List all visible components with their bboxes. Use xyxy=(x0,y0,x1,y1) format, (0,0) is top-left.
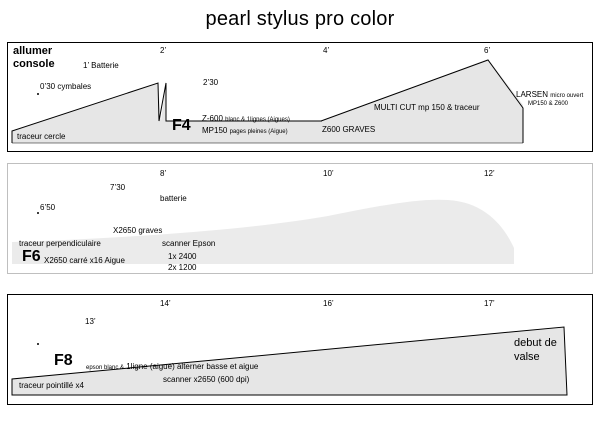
epson-cue: epson blanc & 1ligne (aigue) alterner basse et aigue xyxy=(86,362,259,371)
f4-label: F4 xyxy=(172,117,191,134)
console-label: console xyxy=(13,58,55,70)
scanner-x2650-cue: scanner x2650 (600 dpi) xyxy=(163,375,250,384)
tick-12min: 12’ xyxy=(484,169,495,178)
debut-valse-line1: debut de xyxy=(514,337,557,349)
timeline-panel-f4 xyxy=(7,42,593,152)
larsen-devices: MP150 & Z600 xyxy=(528,101,569,107)
tick-7min30: 7’30 xyxy=(110,183,126,192)
tick-2min30: 2’30 xyxy=(203,78,219,87)
tick-8min: 8’ xyxy=(160,169,167,178)
z600-cue: Z-600 blanc & 1lignes (Aigues) xyxy=(202,114,290,123)
tick-13min: 13’ xyxy=(85,317,96,326)
tick-2min: 2’ xyxy=(160,46,167,55)
scanner-epson-cue: scanner Epson xyxy=(162,239,216,248)
resolution-1: 1x 2400 xyxy=(168,252,197,261)
cue-marker-dot xyxy=(37,212,39,214)
debut-valse-line2: valse xyxy=(514,351,540,363)
allumer-label: allumer xyxy=(13,45,53,57)
tick-10min: 10’ xyxy=(323,169,334,178)
multicut-cue: MULTI CUT mp 150 & traceur xyxy=(374,103,480,112)
tick-16min: 16’ xyxy=(323,299,334,308)
resolution-2: 2x 1200 xyxy=(168,263,197,272)
timeline-panel-f8 xyxy=(7,294,593,405)
traceur-cercle-label: traceur cercle xyxy=(17,132,66,141)
x2650-graves-cue: X2650 graves xyxy=(113,226,163,235)
waveform-shape-f4 xyxy=(8,43,594,153)
waveform-shape-f8 xyxy=(8,295,594,406)
traceur-perpendiculaire-label: traceur perpendiculaire xyxy=(19,239,101,248)
tick-6min50: 6’50 xyxy=(40,203,56,212)
traceur-pointille-label: traceur pointillé x4 xyxy=(19,381,84,390)
tick-17min: 17’ xyxy=(484,299,495,308)
z600-graves-cue: Z600 GRAVES xyxy=(322,125,376,134)
x2650-carre-cue: X2650 carré x16 Aigue xyxy=(44,256,125,265)
timeline-panel-f6 xyxy=(7,163,593,274)
tick-6min: 6’ xyxy=(484,46,491,55)
larsen-cue: LARSEN micro ouvert xyxy=(516,90,584,99)
tick-14min: 14’ xyxy=(160,299,171,308)
f8-label: F8 xyxy=(54,352,73,369)
batterie-cue: batterie xyxy=(160,194,187,203)
cue-marker-dot xyxy=(37,93,39,95)
batterie-cue: 1’ Batterie xyxy=(83,61,119,70)
mp150-cue: MP150 pages pleines (Aigue) xyxy=(202,126,288,135)
cue-marker-dot xyxy=(37,343,39,345)
page-title: pearl stylus pro color xyxy=(205,8,395,30)
f6-label: F6 xyxy=(22,248,41,265)
tick-4min: 4’ xyxy=(323,46,330,55)
cymbales-cue: 0’30 cymbales xyxy=(40,82,92,91)
